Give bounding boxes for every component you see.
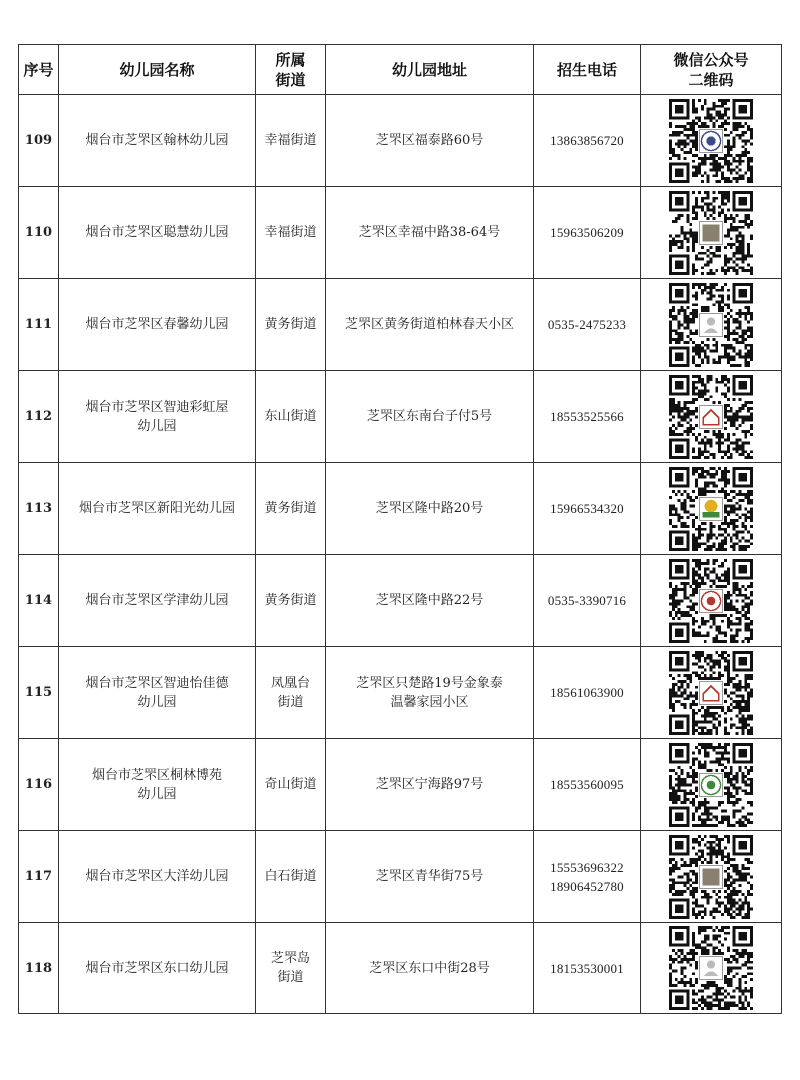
- wechat-qr-code-icon: [669, 191, 753, 275]
- street-name-line: 黄务街道: [264, 317, 317, 332]
- enrollment-phone: [534, 647, 641, 739]
- enrollment-phone: [534, 187, 641, 279]
- street-name: [256, 187, 326, 279]
- table-row: [19, 95, 782, 187]
- row-seq: 113: [19, 463, 59, 555]
- header-street-line1: 所属: [275, 50, 306, 69]
- table-row: [19, 831, 782, 923]
- street-name: [256, 371, 326, 463]
- row-seq: 111: [19, 279, 59, 371]
- header-phone: 招生电话: [534, 45, 641, 95]
- table-row: [19, 555, 782, 647]
- wechat-qr-cell: [641, 371, 782, 463]
- enrollment-phone: [534, 95, 641, 187]
- header-qr-line2: 二维码: [688, 70, 734, 89]
- wechat-qr-code-icon: [669, 926, 753, 1010]
- table-row: [19, 279, 782, 371]
- kindergarten-name: [59, 923, 256, 1014]
- header-name: 幼儿园名称: [59, 45, 256, 95]
- enrollment-phone-line: 18553525566: [550, 409, 624, 424]
- enrollment-phone-line: 18553560095: [550, 777, 624, 792]
- street-name: [256, 923, 326, 1014]
- kindergarten-address: [326, 187, 534, 279]
- row-seq: 116: [19, 739, 59, 831]
- kindergarten-address: [326, 371, 534, 463]
- kindergarten-address-line: 芝罘区只楚路19号金象泰: [356, 675, 503, 691]
- kindergarten-name: [59, 279, 256, 371]
- table-row: [19, 371, 782, 463]
- table-row: [19, 923, 782, 1014]
- enrollment-phone: [534, 831, 641, 923]
- kindergarten-name: [59, 739, 256, 831]
- kindergarten-address-line: 芝罘区青华街75号: [375, 869, 484, 884]
- header-qr: [641, 45, 782, 95]
- kindergarten-name: [59, 371, 256, 463]
- enrollment-phone-line: 18153530001: [550, 960, 624, 976]
- kindergarten-address: [326, 279, 534, 371]
- table-row: [19, 463, 782, 555]
- kindergarten-name: [59, 95, 256, 187]
- enrollment-phone: [534, 739, 641, 831]
- wechat-qr-cell: [641, 831, 782, 923]
- header-street-line2: 街道: [275, 70, 306, 89]
- kindergarten-name-line: 幼儿园: [137, 418, 177, 434]
- kindergarten-name-line: 幼儿园: [137, 694, 177, 710]
- enrollment-phone: [534, 923, 641, 1014]
- wechat-qr-cell: [641, 739, 782, 831]
- kindergarten-name: [59, 187, 256, 279]
- wechat-qr-code-icon: [669, 375, 753, 459]
- street-name-line: 凤凰台: [270, 675, 310, 691]
- header-seq: 序号: [19, 45, 59, 95]
- wechat-qr-code-icon: [669, 743, 753, 827]
- enrollment-phone-line: 18906452780: [550, 878, 624, 894]
- street-name-line: 芝罘岛: [270, 951, 310, 966]
- kindergarten-address: [326, 555, 534, 647]
- street-name: [256, 279, 326, 371]
- kindergarten-name-line: 烟台市芝罘区大洋幼儿园: [85, 869, 229, 884]
- kindergarten-address: [326, 739, 534, 831]
- enrollment-phone-line: 15553696322: [550, 859, 624, 875]
- kindergarten-name: [59, 555, 256, 647]
- row-seq: 115: [19, 647, 59, 739]
- street-name-line: 街道: [277, 694, 304, 710]
- wechat-qr-cell: [641, 647, 782, 739]
- street-name-line: 街道: [277, 970, 304, 985]
- street-name: [256, 555, 326, 647]
- kindergarten-name: [59, 831, 256, 923]
- enrollment-phone-line: 0535-2475233: [547, 317, 627, 332]
- kindergarten-name-line: 幼儿园: [137, 786, 177, 802]
- street-name-line: 白石街道: [264, 869, 317, 884]
- row-seq: 112: [19, 371, 59, 463]
- row-seq: 109: [19, 95, 59, 187]
- kindergarten-name: [59, 463, 256, 555]
- kindergarten-address: [326, 95, 534, 187]
- kindergarten-table: [18, 44, 782, 1014]
- kindergarten-name-line: 烟台市芝罘区翰林幼儿园: [85, 133, 229, 148]
- kindergarten-name-line: 烟台市芝罘区聪慧幼儿园: [85, 225, 229, 240]
- street-name: [256, 463, 326, 555]
- wechat-qr-code-icon: [669, 835, 753, 919]
- kindergarten-name-line: 烟台市芝罘区智迪怡佳德: [85, 675, 229, 691]
- kindergarten-address-line: 芝罘区黄务街道柏林春天小区: [344, 317, 514, 332]
- row-seq: 110: [19, 187, 59, 279]
- enrollment-phone: [534, 279, 641, 371]
- table-row: [19, 647, 782, 739]
- row-seq: 118: [19, 923, 59, 1014]
- header-address: 幼儿园地址: [326, 45, 534, 95]
- kindergarten-name-line: 烟台市芝罘区学津幼儿园: [85, 593, 229, 608]
- wechat-qr-code-icon: [669, 559, 753, 643]
- street-name-line: 东山街道: [264, 409, 317, 424]
- table-row: [19, 739, 782, 831]
- kindergarten-name-line: 烟台市芝罘区新阳光幼儿园: [78, 501, 235, 516]
- kindergarten-address-line: 芝罘区隆中路22号: [375, 593, 484, 608]
- enrollment-phone-line: 15966534320: [550, 501, 624, 516]
- wechat-qr-cell: [641, 95, 782, 187]
- kindergarten-name-line: 烟台市芝罘区东口幼儿园: [85, 960, 229, 976]
- wechat-qr-cell: [641, 279, 782, 371]
- kindergarten-address-line: 芝罘区福泰路60号: [375, 133, 484, 148]
- kindergarten-address-line: 芝罘区幸福中路38-64号: [358, 225, 501, 240]
- enrollment-phone-line: 0535-3390716: [547, 593, 627, 608]
- street-name-line: 黄务街道: [264, 593, 317, 608]
- enrollment-phone: [534, 371, 641, 463]
- wechat-qr-code-icon: [669, 283, 753, 367]
- kindergarten-name: [59, 647, 256, 739]
- wechat-qr-code-icon: [669, 651, 753, 735]
- street-name-line: 幸福街道: [264, 225, 317, 240]
- kindergarten-address: [326, 647, 534, 739]
- street-name: [256, 831, 326, 923]
- enrollment-phone-line: 13863856720: [550, 133, 624, 148]
- kindergarten-address-line: 芝罘区隆中路20号: [375, 501, 484, 516]
- street-name-line: 黄务街道: [264, 501, 317, 516]
- street-name: [256, 95, 326, 187]
- kindergarten-address: [326, 831, 534, 923]
- kindergarten-address: [326, 923, 534, 1014]
- table-header-row: [19, 45, 782, 95]
- kindergarten-name-line: 烟台市芝罘区桐林博苑: [91, 767, 222, 783]
- header-street: [256, 45, 326, 95]
- table-row: [19, 187, 782, 279]
- street-name-line: 幸福街道: [264, 133, 317, 148]
- street-name: [256, 739, 326, 831]
- row-seq: 117: [19, 831, 59, 923]
- enrollment-phone-line: 18561063900: [550, 685, 624, 700]
- wechat-qr-code-icon: [669, 467, 753, 551]
- wechat-qr-cell: [641, 555, 782, 647]
- kindergarten-name-line: 烟台市芝罘区春馨幼儿园: [85, 317, 229, 332]
- kindergarten-address-line: 温馨家园小区: [390, 694, 469, 710]
- enrollment-phone: [534, 555, 641, 647]
- wechat-qr-cell: [641, 463, 782, 555]
- wechat-qr-cell: [641, 187, 782, 279]
- street-name-line: 奇山街道: [264, 777, 317, 792]
- street-name: [256, 647, 326, 739]
- kindergarten-address-line: 芝罘区东南台子付5号: [366, 409, 493, 424]
- kindergarten-address-line: 芝罘区东口中街28号: [369, 960, 490, 976]
- kindergarten-address: [326, 463, 534, 555]
- wechat-qr-code-icon: [669, 99, 753, 183]
- kindergarten-name-line: 烟台市芝罘区智迪彩虹屋: [85, 399, 229, 415]
- enrollment-phone-line: 15963506209: [550, 225, 624, 240]
- row-seq: 114: [19, 555, 59, 647]
- header-qr-line1: 微信公众号: [673, 50, 749, 69]
- kindergarten-address-line: 芝罘区宁海路97号: [375, 777, 484, 792]
- wechat-qr-cell: [641, 923, 782, 1014]
- enrollment-phone: [534, 463, 641, 555]
